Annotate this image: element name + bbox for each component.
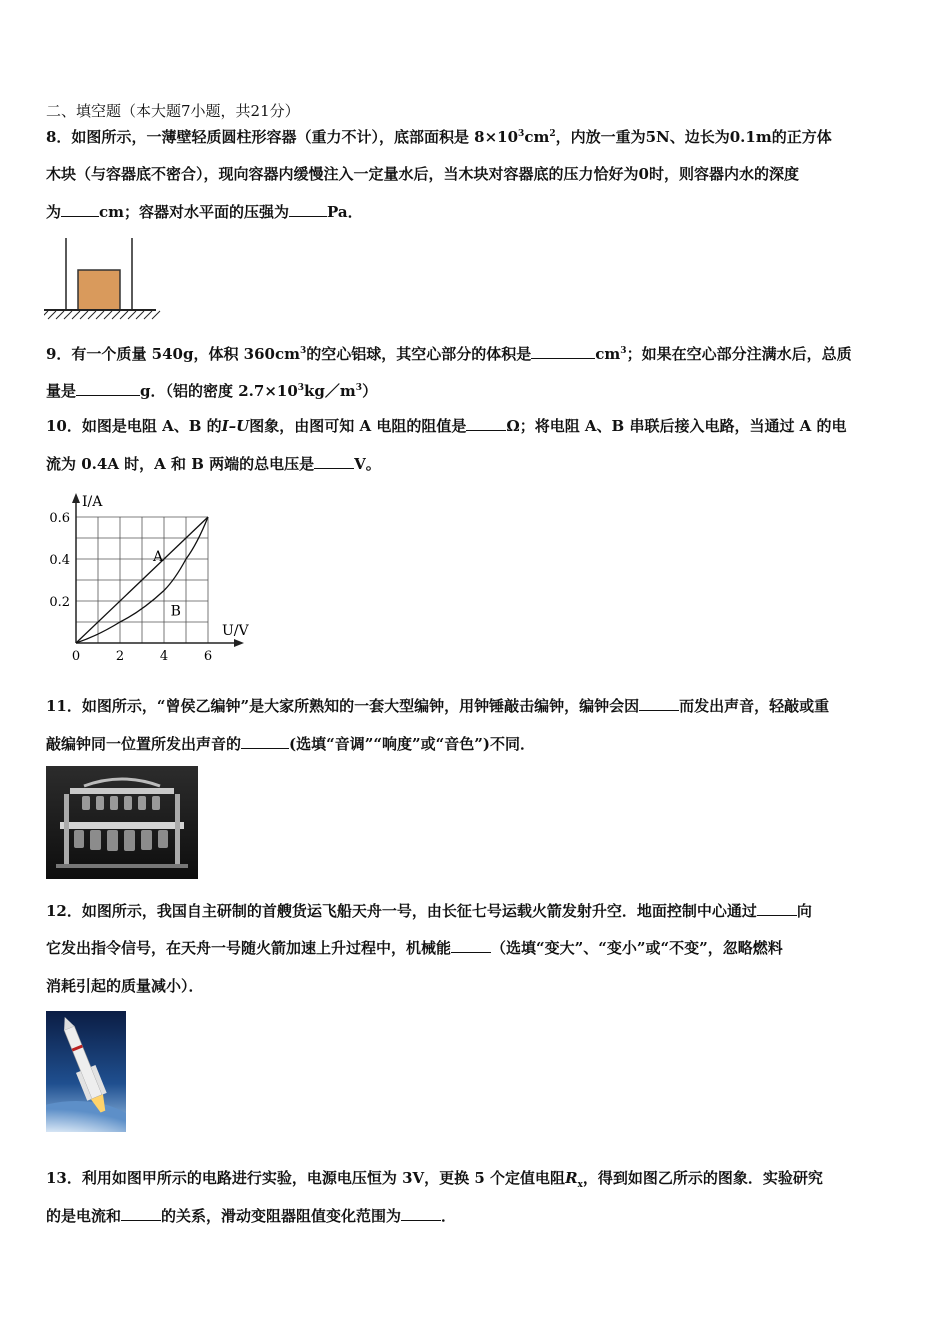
x-tick-label: 0 bbox=[71, 649, 81, 664]
x-tick-label: 4 bbox=[159, 649, 169, 664]
q8-text: cm；容器对水平面的压强为 bbox=[99, 203, 290, 221]
y-tick-label: 0.6 bbox=[49, 511, 70, 526]
q12-text: 它发出指令信号，在天舟一号随火箭加速上升过程中，机械能 bbox=[46, 939, 452, 957]
q9-text: 量是 bbox=[46, 382, 77, 400]
q8-unit: cm bbox=[524, 128, 550, 146]
q8-line2 bbox=[46, 164, 799, 184]
q12-text: 消耗引起的质量减小）． bbox=[46, 977, 204, 995]
q8-text: 为 bbox=[46, 203, 62, 221]
q13-answer-blank-2[interactable] bbox=[401, 1206, 441, 1221]
wooden-block bbox=[78, 270, 120, 310]
q9-superscript: 3 bbox=[300, 346, 307, 356]
section-heading bbox=[46, 101, 300, 121]
rocket-photo bbox=[46, 1011, 126, 1132]
q10-answer-blank-2[interactable] bbox=[314, 454, 354, 469]
q10-text: 流为 0.4A 时，A 和 B 两端的总电压是 bbox=[46, 455, 315, 473]
q13-subscript: x bbox=[577, 1180, 583, 1190]
x-tick-label: 2 bbox=[115, 649, 125, 664]
x-axis-label: U/V bbox=[222, 623, 249, 639]
q9-line1 bbox=[46, 344, 852, 364]
q10-italic-symbol: I–U bbox=[221, 417, 250, 435]
q8-answer-blank-1[interactable] bbox=[61, 202, 99, 217]
q11-text: 11．如图所示，“曾侯乙编钟”是大家所熟知的一套大型编钟，用钟锤敲击编钟，编钟会因 bbox=[46, 697, 640, 715]
q8-answer-blank-2[interactable] bbox=[289, 202, 327, 217]
q8-text: Pa． bbox=[327, 203, 363, 221]
q8-container-figure bbox=[44, 234, 164, 322]
q9-text: kg／m bbox=[304, 382, 356, 400]
q11-answer-blank-1[interactable] bbox=[639, 696, 679, 711]
q9-superscript: 3 bbox=[297, 383, 305, 393]
q10-text: V。 bbox=[354, 455, 381, 473]
q13-text: ，得到如图乙所示的图象．实验研究 bbox=[582, 1169, 823, 1187]
q12-answer-blank-1[interactable] bbox=[757, 901, 797, 916]
q9-superscript: 3 bbox=[620, 346, 627, 356]
q13-text: 的是电流和 bbox=[46, 1207, 122, 1225]
q11-text: (选填“音调”“响度”或“音色”)不同． bbox=[289, 735, 535, 753]
q9-text: 的空心铝球，其空心部分的体积是 bbox=[306, 345, 532, 363]
q9-answer-blank-1[interactable] bbox=[531, 344, 595, 359]
chime-bells-photo bbox=[46, 766, 198, 879]
q13-italic-symbol: R bbox=[565, 1169, 578, 1187]
x-tick-label: 6 bbox=[203, 649, 213, 664]
q8-line3 bbox=[46, 202, 363, 222]
q12-line2 bbox=[46, 938, 783, 958]
iu-chart bbox=[40, 488, 260, 668]
q13-line2 bbox=[46, 1206, 456, 1226]
q13-text: 13．利用如图甲所示的电路进行实验，电源电压恒为 3V，更换 5 个定值电阻 bbox=[46, 1169, 566, 1187]
chart-ticks bbox=[49, 511, 212, 664]
q13-text: 的关系，滑动变阻器阻值变化范围为 bbox=[161, 1207, 402, 1225]
q9-unit: cm bbox=[595, 345, 621, 363]
y-tick-label: 0.2 bbox=[49, 595, 70, 610]
q9-answer-blank-2[interactable] bbox=[76, 381, 140, 396]
q10-text: 10．如图是电阻 A、B 的 bbox=[46, 417, 222, 435]
q11-answer-blank-2[interactable] bbox=[241, 734, 289, 749]
q9-text: ；如果在空心部分注满水后，总质 bbox=[626, 345, 852, 363]
q12-line3 bbox=[46, 976, 204, 996]
q8-superscript: 3 bbox=[518, 129, 525, 139]
q11-line2 bbox=[46, 734, 535, 754]
q11-text: 而发出声音，轻敲或重 bbox=[679, 697, 830, 715]
q11-text: 敲编钟同一位置所发出声音的 bbox=[46, 735, 242, 753]
q10-answer-blank-1[interactable] bbox=[466, 416, 506, 431]
series-a-label: A bbox=[153, 549, 164, 566]
q12-line1 bbox=[46, 901, 812, 921]
q9-superscript: 3 bbox=[355, 383, 363, 393]
series-b-label: B bbox=[170, 603, 181, 620]
q9-line2 bbox=[46, 381, 377, 401]
x-axis-arrow-icon bbox=[234, 639, 244, 647]
q13-answer-blank-1[interactable] bbox=[121, 1206, 161, 1221]
y-axis-arrow-icon bbox=[72, 493, 80, 503]
q8-superscript: 2 bbox=[549, 129, 556, 139]
q10-text: Ω；将电阻 A、B 串联后接入电路，当通过 A 的电 bbox=[506, 417, 847, 435]
q10-line1 bbox=[46, 416, 847, 436]
q8-text: ，内放一重为5N、边长为0.1m的正方体 bbox=[555, 128, 832, 146]
q9-text: g．（铝的密度 2.7×10 bbox=[140, 382, 298, 400]
q12-text: 向 bbox=[796, 902, 812, 920]
q12-text: （选填“变大”、“变小”或“不变”，忽略燃料 bbox=[491, 939, 783, 957]
q8-text: 8．如图所示，一薄壁轻质圆柱形容器（重力不计），底部面积是 8×10 bbox=[46, 128, 519, 146]
q9-text: ） bbox=[362, 382, 378, 400]
ground-hatching bbox=[44, 311, 160, 319]
q10-line2 bbox=[46, 454, 381, 474]
q9-text: 9．有一个质量 540g，体积 360cm bbox=[46, 345, 300, 363]
q13-line1 bbox=[46, 1168, 823, 1195]
q12-text: 12．如图所示，我国自主研制的首艘货运飞船天舟一号，由长征七号运载火箭发射升空．地面控制中心通过 bbox=[46, 902, 757, 920]
y-tick-label: 0.4 bbox=[49, 553, 70, 568]
y-axis-label: I/A bbox=[82, 494, 103, 510]
q13-text: ． bbox=[441, 1207, 457, 1225]
q12-answer-blank-2[interactable] bbox=[451, 938, 491, 953]
q8-text: 木块（与容器底不密合），现向容器内缓慢注入一定量水后，当木块对容器底的压力恰好为0时，则容器内水的深度 bbox=[46, 165, 799, 183]
q8-line1 bbox=[46, 127, 832, 147]
q10-text: 图象，由图可知 A 电阻的阻值是 bbox=[249, 417, 467, 435]
q11-line1 bbox=[46, 696, 829, 716]
section-title: 二、填空题（本大题7小题，共21分） bbox=[46, 102, 300, 120]
